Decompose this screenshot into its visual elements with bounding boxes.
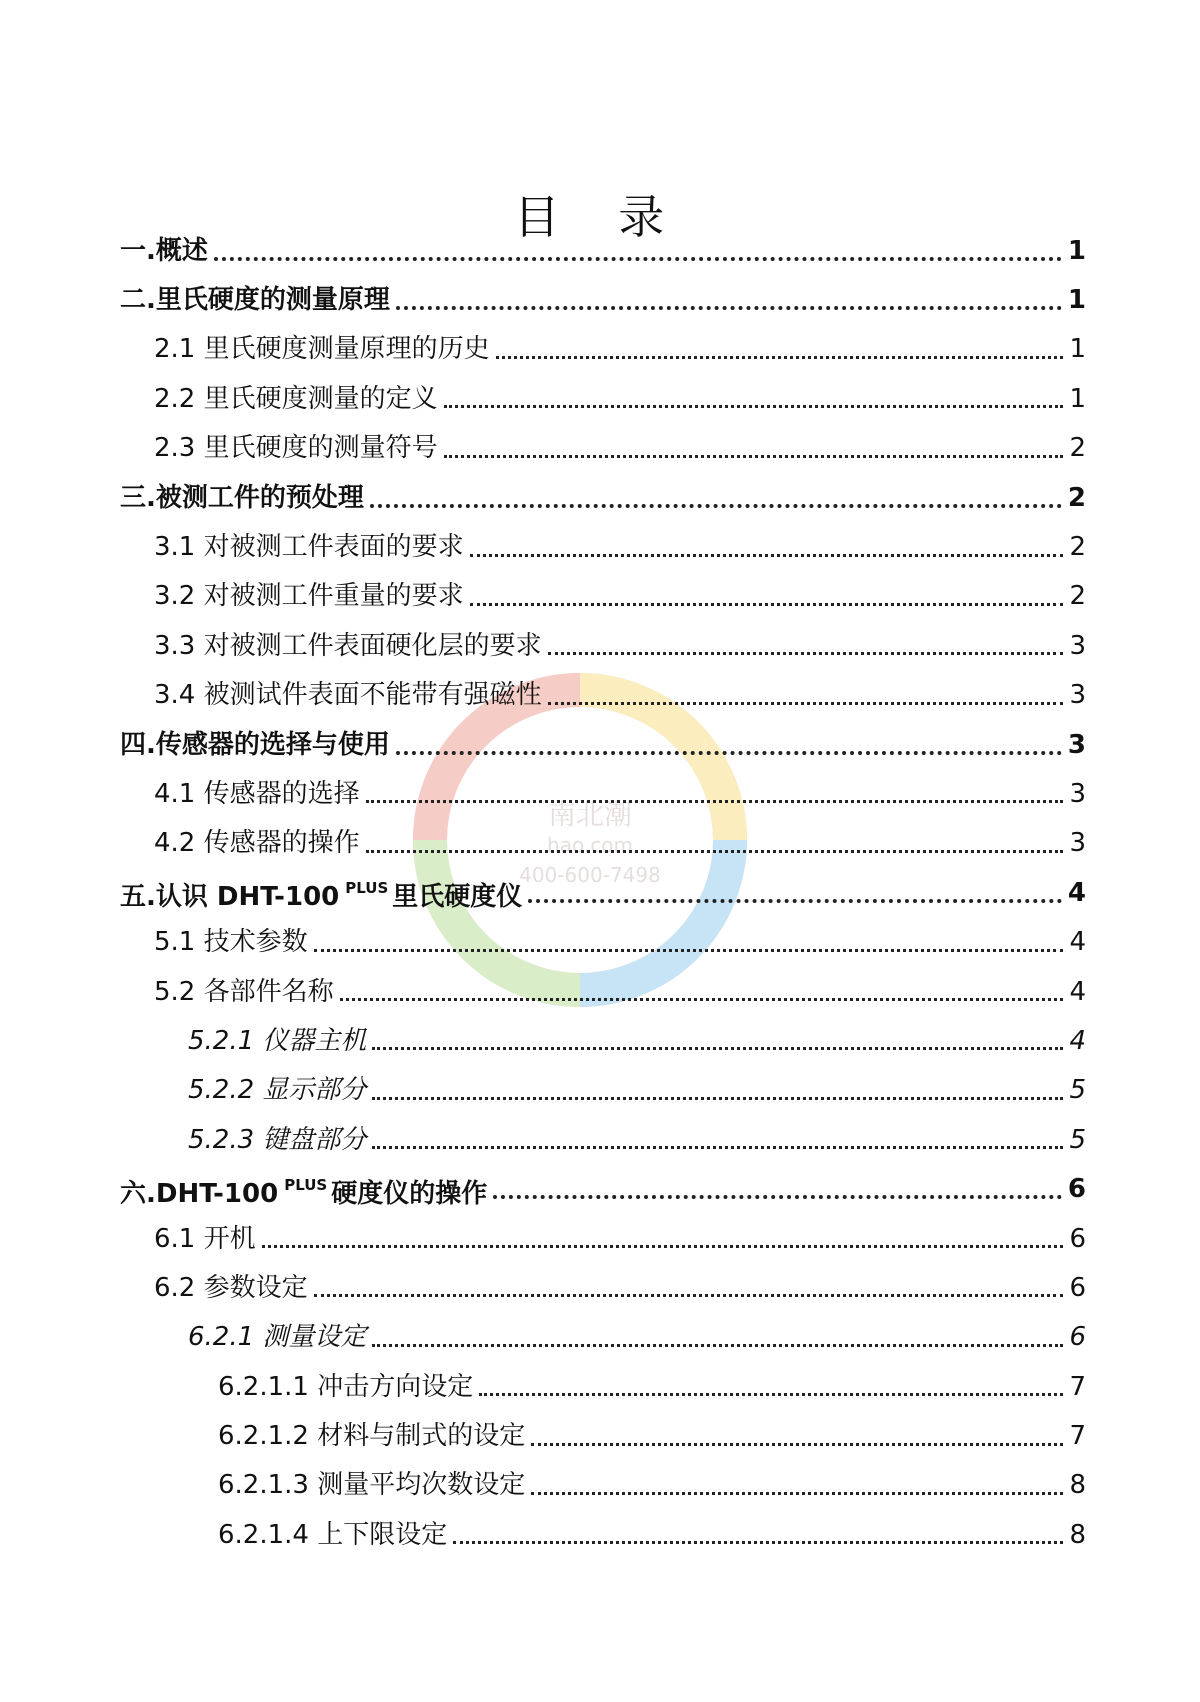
toc-entry-text: 6.2.1.4 上下限设定 bbox=[218, 1519, 448, 1550]
toc-entry-label bbox=[188, 1125, 366, 1155]
toc-entry-text: 四.传感器的选择与使用 bbox=[120, 729, 390, 760]
toc-entry-superscript: PLUS bbox=[284, 1175, 328, 1194]
toc-page-number: 6 bbox=[1069, 1322, 1086, 1353]
toc-entry-text: 一.概述 bbox=[120, 235, 208, 266]
toc-entry[interactable] bbox=[120, 522, 1086, 571]
toc-entry-text: 5.2.3 键盘部分 bbox=[188, 1124, 367, 1155]
toc-page-number: 3 bbox=[1067, 729, 1086, 760]
toc-dot-leader bbox=[470, 554, 1064, 557]
toc-entry[interactable] bbox=[120, 226, 1086, 275]
toc-entry-label bbox=[120, 236, 208, 266]
toc-entry-label bbox=[154, 433, 438, 463]
toc-entry-text: 6.2.1.2 材料与制式的设定 bbox=[218, 1421, 526, 1452]
toc-page-number: 5 bbox=[1069, 1075, 1086, 1106]
toc-entry[interactable] bbox=[120, 1115, 1086, 1164]
toc-dot-leader bbox=[314, 1294, 1064, 1297]
toc-page-number: 1 bbox=[1067, 285, 1086, 316]
toc-entry[interactable] bbox=[120, 819, 1086, 868]
toc-page-number: 3 bbox=[1069, 828, 1086, 859]
toc-entry-label bbox=[218, 1421, 525, 1451]
toc-dot-leader bbox=[372, 1047, 1063, 1050]
toc-page-number: 4 bbox=[1069, 976, 1086, 1007]
toc-page-number: 2 bbox=[1069, 532, 1086, 563]
toc-page-number: 6 bbox=[1069, 1272, 1086, 1303]
toc-entry-label bbox=[154, 779, 360, 809]
toc-entry-label bbox=[218, 1520, 447, 1550]
toc-page-number: 6 bbox=[1067, 1174, 1086, 1205]
toc-entry-text-suffix: 硬度仪的操作 bbox=[331, 1178, 488, 1209]
toc-entry-text: 二.里氏硬度的测量原理 bbox=[120, 285, 390, 316]
toc-page-number: 2 bbox=[1069, 433, 1086, 464]
toc-page-number: 4 bbox=[1069, 927, 1086, 958]
toc-page-number: 1 bbox=[1069, 334, 1086, 365]
toc-entry-text: 6.2 参数设定 bbox=[154, 1272, 308, 1303]
toc-dot-leader bbox=[372, 1146, 1063, 1149]
toc-entry-label bbox=[120, 285, 390, 315]
toc-entry-text: 2.3 里氏硬度的测量符号 bbox=[154, 433, 438, 464]
toc-dot-leader bbox=[496, 356, 1064, 359]
toc-dot-leader bbox=[372, 1344, 1063, 1347]
toc-page-number: 2 bbox=[1069, 581, 1086, 612]
toc-entry[interactable] bbox=[120, 1214, 1086, 1263]
toc-dot-leader bbox=[340, 998, 1064, 1001]
toc-entry[interactable] bbox=[120, 769, 1086, 818]
toc-entry[interactable] bbox=[120, 1362, 1086, 1411]
toc-entry[interactable] bbox=[120, 275, 1086, 324]
toc-entry-text: 4.1 传感器的选择 bbox=[154, 778, 360, 809]
toc-entry[interactable] bbox=[120, 868, 1086, 917]
toc-entry-label bbox=[154, 927, 308, 957]
toc-entry-label bbox=[154, 581, 464, 611]
toc-page-number: 4 bbox=[1069, 1025, 1086, 1056]
toc-dot-leader bbox=[470, 603, 1064, 606]
toc-entry-label bbox=[120, 873, 522, 912]
toc-entry[interactable] bbox=[120, 572, 1086, 621]
toc-entry-text: 4.2 传感器的操作 bbox=[154, 828, 360, 859]
toc-entry-text: 三.被测工件的预处理 bbox=[120, 482, 364, 513]
toc-dot-leader bbox=[453, 1541, 1063, 1544]
toc-dot-leader bbox=[314, 949, 1064, 952]
toc-entry-label bbox=[218, 1372, 473, 1402]
watermark-brand: 南北潮 bbox=[547, 798, 632, 831]
toc-dot-leader bbox=[531, 1492, 1063, 1495]
toc-entry-text: 5.2.2 显示部分 bbox=[188, 1075, 367, 1106]
toc-entry-text: 五.认识 DHT-100 bbox=[120, 882, 340, 913]
toc-dot-leader bbox=[370, 504, 1062, 508]
toc-page-number: 4 bbox=[1067, 877, 1086, 908]
toc-entry-label bbox=[188, 1075, 366, 1105]
toc-entry-text: 5.2 各部件名称 bbox=[154, 976, 334, 1007]
toc-entry-text: 2.1 里氏硬度测量原理的历史 bbox=[154, 334, 490, 365]
toc-entry[interactable] bbox=[120, 917, 1086, 966]
toc-entry-label bbox=[188, 1322, 366, 1352]
toc-entry[interactable] bbox=[120, 1461, 1086, 1510]
page-title: 目 录 bbox=[513, 189, 687, 244]
watermark-phone: 400-600-7498 bbox=[519, 863, 661, 887]
toc-page-number: 3 bbox=[1069, 680, 1086, 711]
toc-page-number: 7 bbox=[1069, 1371, 1086, 1402]
toc-entry-text: 6.2.1 测量设定 bbox=[188, 1322, 367, 1353]
toc-page-number: 8 bbox=[1069, 1470, 1086, 1501]
toc-dot-leader bbox=[548, 702, 1064, 705]
toc-entry-text: 3.1 对被测工件表面的要求 bbox=[154, 532, 464, 563]
toc-entry[interactable] bbox=[120, 671, 1086, 720]
toc-dot-leader bbox=[366, 850, 1064, 853]
toc-entry-text: 2.2 里氏硬度测量的定义 bbox=[154, 383, 438, 414]
toc-entry-text: 6.2.1.1 冲击方向设定 bbox=[218, 1371, 474, 1402]
toc-entry-text: 3.3 对被测工件表面硬化层的要求 bbox=[154, 630, 542, 661]
toc-page-number: 1 bbox=[1067, 235, 1086, 266]
watermark-domain: hao.com bbox=[547, 833, 633, 857]
toc-page-number: 1 bbox=[1069, 383, 1086, 414]
toc-entry-label bbox=[120, 483, 364, 513]
toc-entry[interactable] bbox=[120, 473, 1086, 522]
toc-entry-label bbox=[154, 1273, 308, 1303]
toc-page-number: 3 bbox=[1069, 778, 1086, 809]
toc-entry[interactable] bbox=[120, 967, 1086, 1016]
toc-entry-label bbox=[154, 532, 464, 562]
toc-page-number: 8 bbox=[1069, 1519, 1086, 1550]
toc-entry[interactable] bbox=[120, 424, 1086, 473]
toc-entry-label bbox=[154, 977, 334, 1007]
toc-entry-text: 5.2.1 仪器主机 bbox=[188, 1025, 367, 1056]
toc-entry-label bbox=[154, 334, 490, 364]
toc-entry-superscript: PLUS bbox=[345, 879, 389, 898]
toc-entry[interactable] bbox=[120, 374, 1086, 423]
toc-dot-leader bbox=[479, 1393, 1063, 1396]
toc-entry-label bbox=[154, 384, 438, 414]
toc-entry[interactable] bbox=[120, 1016, 1086, 1065]
toc-entry[interactable] bbox=[120, 1164, 1086, 1213]
toc-entry-label bbox=[154, 631, 542, 661]
toc-entry[interactable] bbox=[120, 1066, 1086, 1115]
toc-entry-label bbox=[218, 1470, 525, 1500]
toc-page-number: 2 bbox=[1067, 482, 1086, 513]
toc-page-number: 5 bbox=[1069, 1124, 1086, 1155]
table-of-contents bbox=[120, 226, 1086, 1560]
toc-dot-leader bbox=[372, 1097, 1063, 1100]
toc-entry-label bbox=[188, 1026, 366, 1056]
toc-entry[interactable] bbox=[120, 1263, 1086, 1312]
toc-dot-leader bbox=[214, 257, 1062, 261]
toc-entry[interactable] bbox=[120, 325, 1086, 374]
toc-dot-leader bbox=[444, 455, 1064, 458]
toc-entry[interactable] bbox=[120, 1313, 1086, 1362]
toc-entry-label bbox=[154, 1224, 256, 1254]
toc-dot-leader bbox=[528, 899, 1062, 903]
toc-entry-label bbox=[154, 828, 360, 858]
toc-entry[interactable] bbox=[120, 1510, 1086, 1559]
toc-entry-label bbox=[154, 680, 542, 710]
toc-entry-text: 六.DHT-100 bbox=[120, 1178, 279, 1209]
toc-dot-leader bbox=[493, 1195, 1062, 1199]
toc-entry[interactable] bbox=[120, 621, 1086, 670]
toc-dot-leader bbox=[548, 652, 1064, 655]
toc-page-number: 6 bbox=[1069, 1223, 1086, 1254]
toc-dot-leader bbox=[396, 306, 1062, 310]
toc-dot-leader bbox=[366, 800, 1064, 803]
toc-entry[interactable] bbox=[120, 720, 1086, 769]
toc-page-number: 7 bbox=[1069, 1421, 1086, 1452]
toc-entry-label bbox=[120, 1170, 487, 1209]
toc-entry-text-suffix: 里氏硬度仪 bbox=[392, 882, 523, 913]
toc-dot-leader bbox=[396, 751, 1062, 755]
toc-entry-text: 6.1 开机 bbox=[154, 1223, 256, 1254]
toc-dot-leader bbox=[444, 405, 1064, 408]
toc-dot-leader bbox=[262, 1245, 1064, 1248]
toc-entry-label bbox=[120, 730, 390, 760]
toc-entry-text: 5.1 技术参数 bbox=[154, 927, 308, 958]
toc-dot-leader bbox=[531, 1443, 1063, 1446]
toc-entry-text: 3.2 对被测工件重量的要求 bbox=[154, 581, 464, 612]
toc-entry-text: 6.2.1.3 测量平均次数设定 bbox=[218, 1470, 526, 1501]
toc-page-number: 3 bbox=[1069, 630, 1086, 661]
toc-entry-text: 3.4 被测试件表面不能带有强磁性 bbox=[154, 680, 542, 711]
toc-entry[interactable] bbox=[120, 1411, 1086, 1460]
